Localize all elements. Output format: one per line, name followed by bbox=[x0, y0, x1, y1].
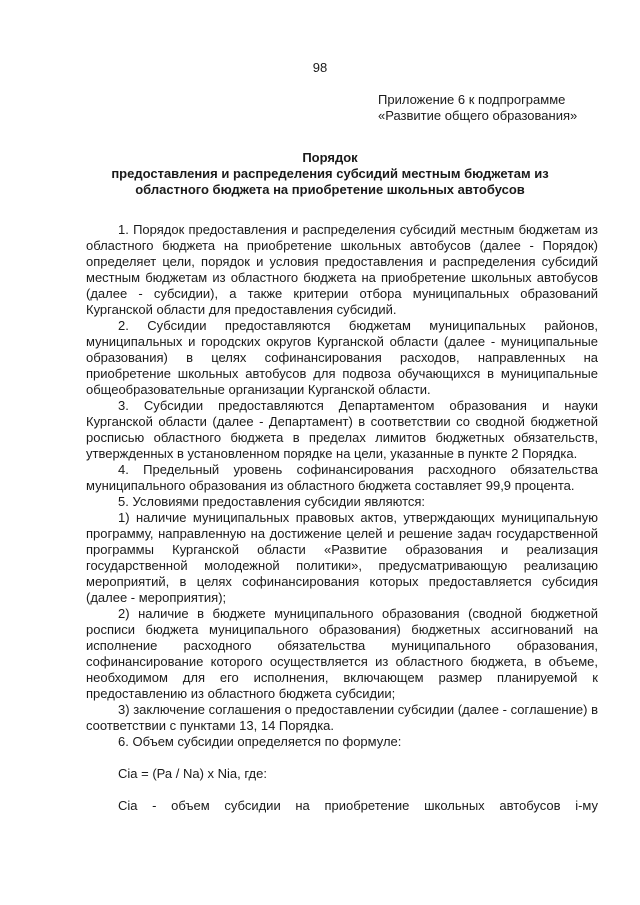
document-title bbox=[80, 150, 580, 198]
page-number: 98 bbox=[312, 60, 328, 75]
condition-3: 3) заключение соглашения о предоставлении субсидии (далее - соглашение) в соответствии с пунктами 13, 14 Порядка. bbox=[86, 702, 598, 733]
appendix-line: «Развитие общего образования» bbox=[378, 108, 578, 123]
paragraph-1: 1. Порядок предоставления и распределения субсидий местным бюджетам из областного бюджета на приобретение школьных автобусов (далее - Порядок) определяет цели, порядок и условия предоставления и распределения субсидий местным бюджетам из областного бюджета на приобретение школьных автобусов (далее - субсидии), а также критерии отбора муниципальных образований Курганской области для предоставления субсидий. bbox=[86, 222, 598, 317]
condition-2: 2) наличие в бюджете муниципального образования (сводной бюджетной росписи бюджета муниципального образования) бюджетных ассигнований на исполнение расходного обязательства муниципального образования, софинансирование которого осуществляется из областного бюджета, в объеме, необходимом для его исполнения, включающем размер планируемой к предоставлению из областного бюджета субсидии; bbox=[86, 606, 598, 701]
appendix-line: Приложение 6 к подпрограмме bbox=[378, 92, 566, 107]
document-body bbox=[86, 222, 598, 814]
title-line: предоставления и распределения субсидий местным бюджетам из bbox=[111, 166, 549, 181]
appendix-header bbox=[378, 92, 618, 124]
title-line: областного бюджета на приобретение школьных автобусов bbox=[135, 182, 525, 197]
paragraph-3: 3. Субсидии предоставляются Департаментом образования и науки Курганской области (далее - Департамент) в соответствии со сводной бюджетной росписью областного бюджета в пределах лимитов бюджетных обязательств, утвержденных в установленном порядке на цели, указанные в пункте 2 Порядка. bbox=[86, 398, 598, 461]
paragraph-7: Сiа - объем субсидии на приобретение школьных автобусов i-му bbox=[118, 798, 598, 813]
paragraph-4: 4. Предельный уровень софинансирования расходного обязательства муниципального образования из областного бюджета составляет 99,9 процента. bbox=[86, 462, 598, 493]
formula: Сiа = (Ра / Nа) х Niа, где: bbox=[118, 766, 267, 781]
paragraph-6: 6. Объем субсидии определяется по формуле: bbox=[118, 734, 402, 749]
condition-1: 1) наличие муниципальных правовых актов, утверждающих муниципальную программу, направленную на достижение целей и решение задач государственной программы Курганской области «Развитие образования и реализация государственной молодежной политики», предусматривающую реализацию мероприятий, в целях софинансирования которых предоставляется субсидия (далее - мероприятия); bbox=[86, 510, 598, 605]
paragraph-2: 2. Субсидии предоставляются бюджетам муниципальных районов, муниципальных и городских округов Курганской области (далее - муниципальные образования) в целях софинансирования расходов, направленных на приобретение школьных автобусов для подвоза обучающихся в муниципальные общеобразовательные организации Курганской области. bbox=[86, 318, 598, 397]
spacer bbox=[86, 782, 598, 798]
paragraph-5: 5. Условиями предоставления субсидии являются: bbox=[118, 494, 426, 509]
title-line: Порядок bbox=[302, 150, 358, 165]
spacer bbox=[86, 750, 598, 766]
